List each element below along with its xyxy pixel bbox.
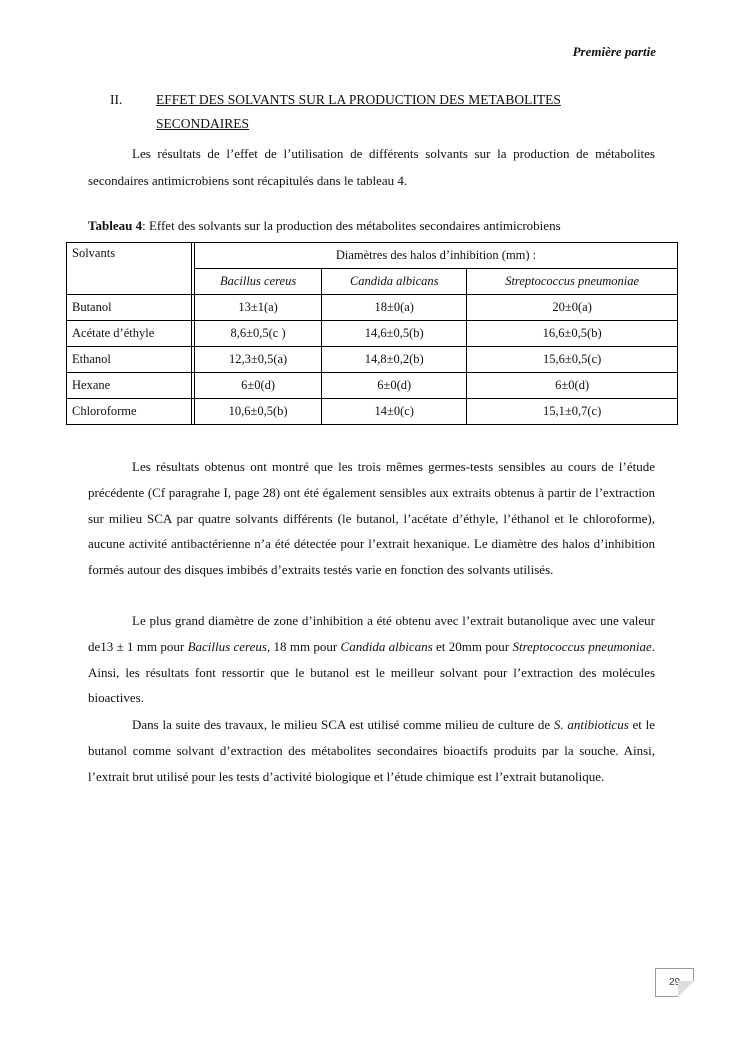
value-cell: 14±0(c) bbox=[322, 399, 467, 424]
value-cell: 12,3±0,5(a) bbox=[195, 347, 322, 373]
germ-header: Streptococcus pneumoniae bbox=[467, 269, 677, 295]
section-number: II. bbox=[110, 92, 123, 107]
table-row bbox=[67, 399, 677, 424]
paragraph-text: Dans la suite des travaux, le milieu SCA est utilisé comme milieu de culture de bbox=[132, 717, 554, 732]
germ-name: Streptococcus pneumoniae bbox=[512, 638, 652, 654]
table-caption bbox=[88, 218, 561, 234]
group-header: Diamètres des halos d’inhibition (mm) : bbox=[195, 243, 677, 269]
value-cell: 8,6±0,5(c ) bbox=[195, 321, 322, 347]
paragraph-text: Le plus grand diamètre de zone d’inhibition a été obtenu avec l’extrait butanolique avec une valeur de13 ± 1 mm pour bbox=[88, 613, 655, 654]
value-cell: 20±0(a) bbox=[467, 295, 677, 321]
table-row bbox=[67, 347, 677, 373]
value-cell: 13±1(a) bbox=[195, 295, 322, 321]
value-cell: 15,1±0,7(c) bbox=[543, 404, 602, 418]
value-cell: 16,6±0,5(b) bbox=[467, 321, 677, 347]
germ-header: Candida albicans bbox=[322, 269, 467, 295]
solvent-cell: Butanol bbox=[67, 295, 192, 321]
conclusion-paragraph bbox=[88, 712, 655, 789]
intro-text: Les résultats de l’effet de l’utilisation de différents solvants sur la production de métabolites secondaires antimicrobiens sont récapitulés dans le tableau 4. bbox=[88, 146, 655, 188]
value-cell: 6±0(d) bbox=[195, 373, 322, 399]
intro-paragraph bbox=[88, 140, 655, 194]
paragraph-text: . Ainsi, les résultats font ressortir que le butanol est le meilleur solvant pour l’extraction des molécules bioactives. bbox=[88, 638, 656, 706]
value-cell: 10,6±0,5(b) bbox=[195, 399, 322, 424]
value-cell: 14,6±0,5(b) bbox=[322, 321, 467, 347]
germ-name: Bacillus cereus, bbox=[187, 638, 271, 654]
results-text: Les résultats obtenus ont montré que les trois mêmes germes-tests sensibles au cours de l’étude précédente (Cf paragrahe I, page 28) ont été également sensibles aux extraits obtenus à partir de l’extraction sur milieu SCA par quatre solvants différents (le butanol, l’acétate d’éthyle, l’éthanol et le chloroforme), aucune activité antibactérienne n’a été détectée pour l’extrait hexanique. Le diamètre des halos d’inhibition formés autour des disques imbibés d’extraits testés varie en fonction des solvants utilisés. bbox=[88, 459, 655, 578]
table-caption-label: Tableau 4 bbox=[88, 218, 143, 233]
results-table bbox=[66, 242, 678, 425]
value-cell: 15,6±0,5(c) bbox=[467, 347, 677, 373]
table-header-row bbox=[67, 243, 677, 269]
solvent-cell: Ethanol bbox=[67, 347, 192, 373]
paragraph-text: et 20mm pour bbox=[432, 638, 513, 654]
table-row bbox=[67, 321, 677, 347]
value-cell: 6±0(d) bbox=[467, 373, 677, 399]
solvent-cell: Hexane bbox=[67, 373, 192, 399]
butanol-paragraph bbox=[88, 608, 655, 711]
germ-header: Bacillus cereus bbox=[195, 269, 322, 295]
germ-name: Candida albicans bbox=[340, 638, 433, 654]
page-number-box bbox=[655, 968, 694, 997]
solvents-header: Solvants bbox=[67, 243, 192, 295]
results-paragraph bbox=[88, 454, 655, 583]
table-caption-text: : Effet des solvants sur la production des métabolites secondaires antimicrobiens bbox=[142, 218, 561, 233]
value-cell: 14,8±0,2(b) bbox=[322, 347, 467, 373]
page-fold-icon bbox=[678, 981, 694, 997]
species-name: S. antibioticus bbox=[553, 717, 629, 732]
page-number: 29 bbox=[668, 977, 681, 988]
table-row bbox=[67, 373, 677, 399]
table-row bbox=[67, 295, 677, 321]
solvent-cell: Chloroforme bbox=[67, 399, 192, 424]
section-title: EFFET DES SOLVANTS SUR LA PRODUCTION DES METABOLITES SECONDAIRES bbox=[156, 92, 561, 131]
running-header: Première partie bbox=[572, 44, 656, 59]
paragraph-text: 18 mm pour bbox=[270, 638, 341, 654]
value-cell: 6±0(d) bbox=[322, 373, 467, 399]
solvent-cell: Acétate d’éthyle bbox=[67, 321, 192, 347]
value-cell: 18±0(a) bbox=[322, 295, 467, 321]
paragraph-text: et le butanol comme solvant d’extraction des métabolites secondaires bioactifs produits par la souche. Ainsi, l’extrait brut utilisé pour les tests d’activité biologique et l’étude chimique est l’extrait butanolique. bbox=[88, 717, 656, 784]
